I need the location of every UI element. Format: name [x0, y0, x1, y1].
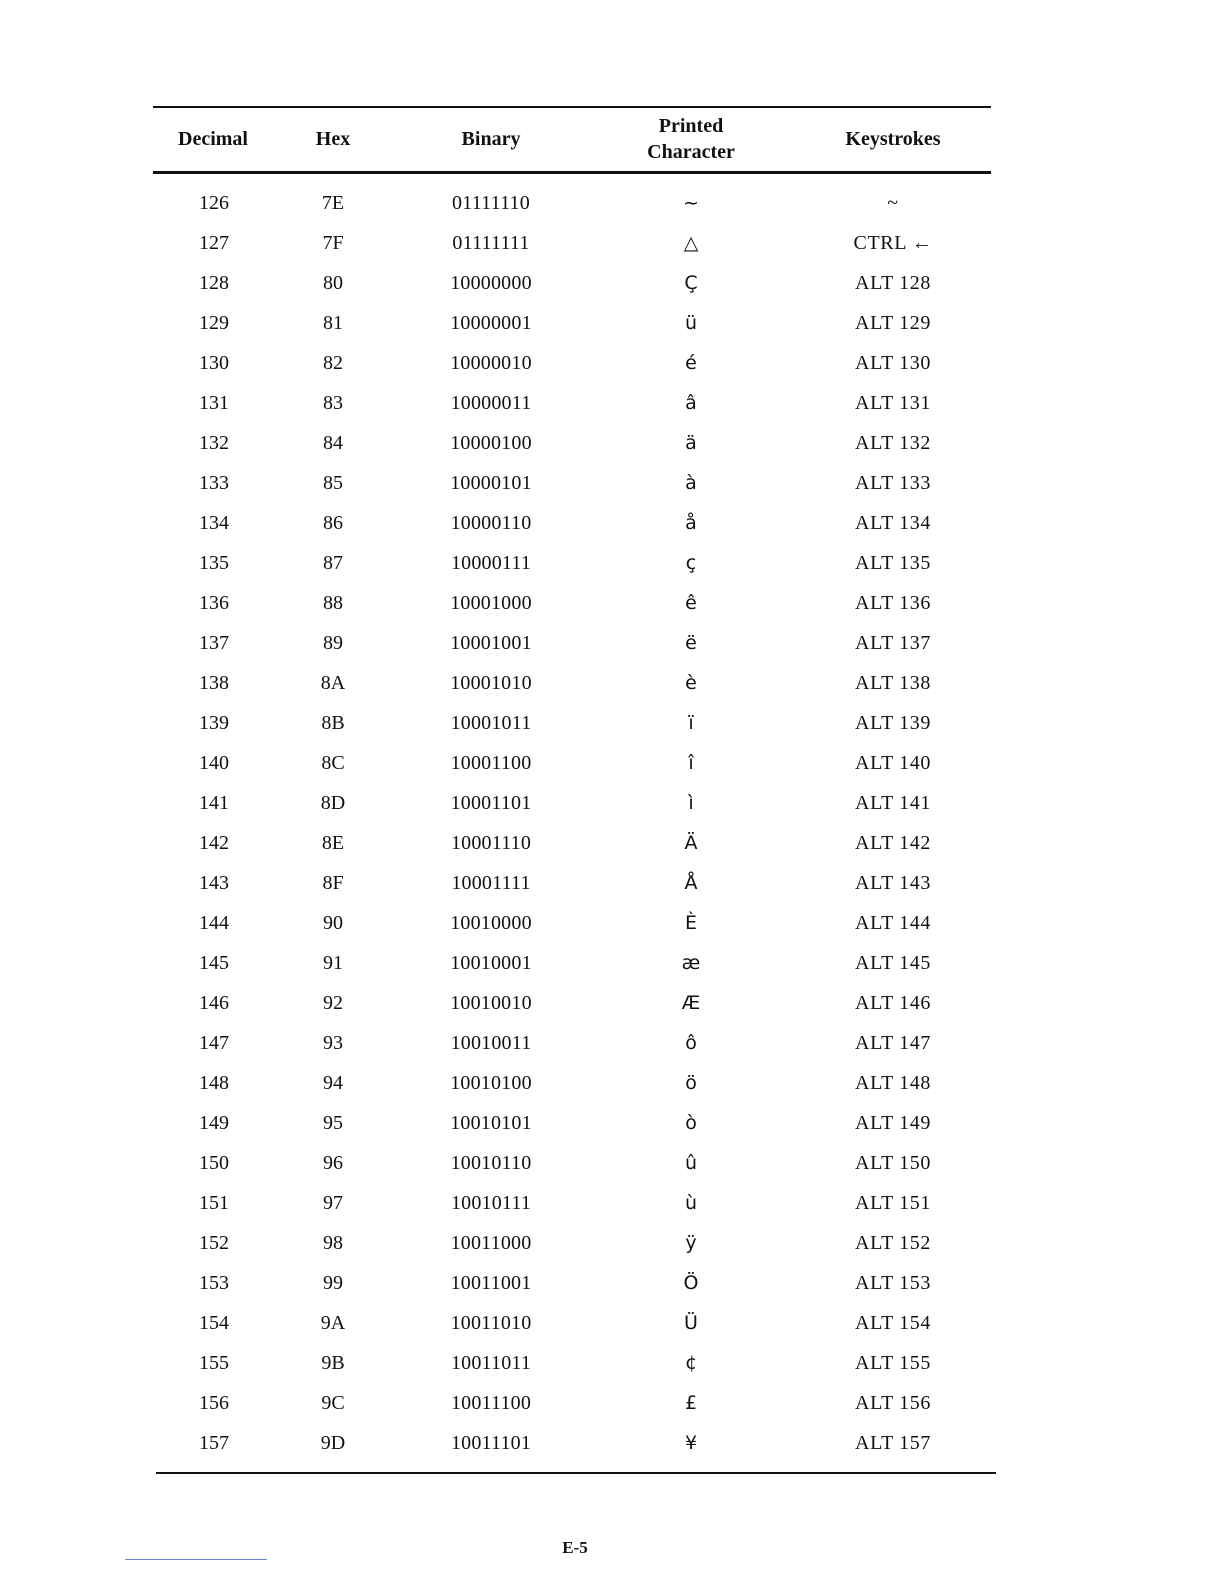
hex-cell: 8E — [321, 832, 345, 854]
printed-character-cell: ì — [688, 792, 694, 814]
printed-character-cell: ¥ — [684, 1432, 698, 1454]
binary-cell: 10010010 — [450, 992, 532, 1014]
table-bottom-rule — [156, 1472, 996, 1474]
printed-character-cell: ÿ — [685, 1232, 697, 1254]
printed-character-cell: ô — [685, 1032, 697, 1054]
binary-cell: 10001011 — [450, 712, 532, 734]
binary-cell: 10010101 — [450, 1112, 532, 1134]
decimal-cell: 144 — [199, 912, 229, 934]
decimal-cell: 149 — [199, 1112, 229, 1134]
hex-cell: 97 — [323, 1192, 343, 1214]
printed-character-cell: ¢ — [684, 1352, 698, 1374]
binary-cell: 10011011 — [450, 1352, 532, 1374]
binary-cell: 10010100 — [450, 1072, 532, 1094]
keystrokes-cell: ALT 130 — [855, 352, 931, 374]
keystrokes-cell: ALT 136 — [855, 592, 931, 614]
hex-cell: 81 — [323, 312, 343, 334]
keystrokes-cell: ALT 155 — [855, 1352, 931, 1374]
keystrokes-cell: ALT 146 — [855, 992, 931, 1014]
binary-cell: 10000001 — [450, 312, 532, 334]
hex-cell: 8F — [322, 872, 344, 894]
hex-cell: 9B — [321, 1352, 345, 1374]
decimal-cell: 142 — [199, 832, 229, 854]
keystrokes-cell: ALT 140 — [855, 752, 931, 774]
binary-cell: 10000111 — [450, 552, 532, 574]
decimal-cell: 152 — [199, 1232, 229, 1254]
table-row — [153, 1386, 991, 1426]
hex-cell: 7F — [322, 232, 344, 254]
hex-cell: 92 — [323, 992, 343, 1014]
table-row — [153, 1346, 991, 1386]
table-row — [153, 186, 991, 226]
hex-cell: 98 — [323, 1232, 343, 1254]
binary-cell: 10000000 — [450, 272, 532, 294]
printed-character-cell: ü — [684, 312, 698, 334]
hex-cell: 9D — [320, 1432, 346, 1454]
hex-cell: 84 — [323, 432, 343, 454]
table-row — [153, 906, 991, 946]
table-row — [153, 546, 991, 586]
hex-cell: 93 — [323, 1032, 343, 1054]
printed-character-cell: Ü — [684, 1312, 698, 1334]
decimal-cell: 145 — [199, 952, 229, 974]
binary-cell: 10001000 — [450, 592, 532, 614]
table-row — [153, 746, 991, 786]
decimal-cell: 146 — [199, 992, 229, 1014]
decimal-cell: 131 — [199, 392, 229, 414]
decimal-cell: 137 — [199, 632, 229, 654]
table-row — [153, 626, 991, 666]
decimal-cell: 136 — [199, 592, 229, 614]
printed-character-cell: △ — [683, 232, 699, 254]
keystrokes-cell: ALT 148 — [855, 1072, 931, 1094]
keystrokes-cell: ALT 152 — [855, 1232, 931, 1254]
keystrokes-cell: ALT 131 — [855, 392, 931, 414]
printed-character-cell: ö — [685, 1072, 697, 1094]
hex-cell: 91 — [323, 952, 343, 974]
table-row — [153, 426, 991, 466]
binary-cell: 10010111 — [450, 1192, 532, 1214]
binary-cell: 10001100 — [450, 752, 532, 774]
binary-cell: 10010001 — [450, 952, 532, 974]
decimal-cell: 138 — [199, 672, 229, 694]
keystrokes-cell: ALT 129 — [855, 312, 931, 334]
decimal-cell: 140 — [199, 752, 229, 774]
binary-cell: 10000101 — [450, 472, 532, 494]
binary-cell: 10010110 — [450, 1152, 532, 1174]
table-row — [153, 386, 991, 426]
header-printed-line2: Character — [647, 141, 735, 163]
hex-cell: 89 — [323, 632, 343, 654]
decimal-cell: 150 — [199, 1152, 229, 1174]
printed-character-cell: æ — [681, 952, 701, 974]
decimal-cell: 127 — [199, 232, 229, 254]
decimal-cell: 155 — [199, 1352, 229, 1374]
decimal-cell: 148 — [199, 1072, 229, 1094]
keystrokes-cell: ALT 144 — [855, 912, 931, 934]
hex-cell: 8C — [321, 752, 345, 774]
table-row — [153, 1266, 991, 1306]
table-row — [153, 586, 991, 626]
table-row — [153, 826, 991, 866]
hex-cell: 86 — [323, 512, 343, 534]
table-row — [153, 986, 991, 1026]
binary-cell: 10011001 — [450, 1272, 532, 1294]
decimal-cell: 141 — [199, 792, 229, 814]
decimal-cell: 147 — [199, 1032, 229, 1054]
table-row — [153, 266, 991, 306]
printed-character-cell: â — [685, 392, 697, 414]
printed-character-cell: Æ — [681, 992, 701, 1014]
decimal-cell: 139 — [199, 712, 229, 734]
keystrokes-cell: ALT 157 — [855, 1432, 931, 1454]
page-number: E-5 — [562, 1538, 588, 1557]
keystrokes-cell: ALT 142 — [855, 832, 931, 854]
keystrokes-cell: ALT 141 — [855, 792, 931, 814]
binary-cell: 10001110 — [450, 832, 532, 854]
keystrokes-cell: ALT 138 — [855, 672, 931, 694]
binary-cell: 10001111 — [451, 872, 531, 894]
hex-cell: 88 — [323, 592, 343, 614]
keystrokes-cell: ALT 143 — [855, 872, 931, 894]
hex-cell: 94 — [323, 1072, 343, 1094]
binary-cell: 01111111 — [452, 232, 530, 254]
hex-cell: 8A — [320, 672, 346, 694]
header-decimal: Decimal — [178, 128, 248, 150]
table-row — [153, 1186, 991, 1226]
printed-character-cell: ä — [685, 432, 697, 454]
keystrokes-cell: ALT 150 — [855, 1152, 931, 1174]
keystrokes-cell: ALT 132 — [855, 432, 931, 454]
table-body — [153, 186, 991, 1466]
header-printed-character — [613, 106, 769, 172]
keystrokes-cell: ALT 133 — [855, 472, 931, 494]
table-row — [153, 866, 991, 906]
hex-cell: 82 — [323, 352, 343, 374]
hex-cell: 80 — [323, 272, 343, 294]
header-hex: Hex — [315, 128, 351, 150]
hex-cell: 95 — [323, 1112, 343, 1134]
binary-cell: 10000011 — [450, 392, 532, 414]
decimal-cell: 157 — [199, 1432, 229, 1454]
decimal-cell: 151 — [199, 1192, 229, 1214]
table-row — [153, 1106, 991, 1146]
decimal-cell: 132 — [199, 432, 229, 454]
hex-cell: 90 — [323, 912, 343, 934]
table-row — [153, 346, 991, 386]
binary-cell: 10000110 — [450, 512, 532, 534]
hex-cell: 99 — [323, 1272, 343, 1294]
hex-cell: 9A — [320, 1312, 346, 1334]
binary-cell: 10010000 — [450, 912, 532, 934]
binary-cell: 10000010 — [450, 352, 532, 374]
printed-character-cell: å — [685, 512, 697, 534]
table-row — [153, 506, 991, 546]
table-row — [153, 946, 991, 986]
table-row — [153, 466, 991, 506]
keystrokes-cell: ALT 134 — [855, 512, 931, 534]
printed-character-cell: à — [685, 472, 697, 494]
printed-character-cell: ~ — [683, 192, 699, 214]
binary-cell: 10011000 — [450, 1232, 532, 1254]
decimal-cell: 154 — [199, 1312, 229, 1334]
hex-cell: 96 — [323, 1152, 343, 1174]
decimal-cell: 134 — [199, 512, 229, 534]
table-row — [153, 786, 991, 826]
decimal-cell: 126 — [199, 192, 229, 214]
keystrokes-cell: ALT 135 — [855, 552, 931, 574]
printed-character-cell: ï — [688, 712, 694, 734]
table-row — [153, 1146, 991, 1186]
decimal-cell: 130 — [199, 352, 229, 374]
printed-character-cell: û — [684, 1152, 698, 1174]
binary-cell: 10011010 — [450, 1312, 532, 1334]
printed-character-cell: é — [685, 352, 697, 374]
printed-character-cell: ê — [685, 592, 697, 614]
keystrokes-cell: ALT 137 — [855, 632, 931, 654]
binary-cell: 10000100 — [450, 432, 532, 454]
decimal-cell: 135 — [199, 552, 229, 574]
table-row — [153, 1426, 991, 1466]
table-row — [153, 1226, 991, 1266]
printed-character-cell: Å — [684, 872, 698, 894]
hex-cell: 83 — [323, 392, 343, 414]
table-row — [153, 226, 991, 266]
binary-cell: 10001001 — [450, 632, 532, 654]
footer-link-line — [125, 1559, 267, 1560]
table-header — [153, 106, 991, 172]
header-printed-line1: Printed — [658, 115, 724, 137]
binary-cell: 10001101 — [450, 792, 532, 814]
printed-character-cell: ù — [684, 1192, 698, 1214]
header-keystrokes: Keystrokes — [845, 128, 941, 150]
decimal-cell: 153 — [199, 1272, 229, 1294]
hex-cell: 85 — [323, 472, 343, 494]
binary-cell: 01111110 — [452, 192, 530, 214]
table-row — [153, 1066, 991, 1106]
header-binary: Binary — [461, 128, 521, 150]
table-row — [153, 1306, 991, 1346]
binary-cell: 10011100 — [450, 1392, 532, 1414]
keystrokes-cell: ALT 153 — [855, 1272, 931, 1294]
keystrokes-cell: ALT 128 — [855, 272, 931, 294]
table-header-rule — [153, 171, 991, 174]
binary-cell: 10011101 — [450, 1432, 532, 1454]
keystrokes-cell: ALT 149 — [855, 1112, 931, 1134]
table-row — [153, 706, 991, 746]
printed-character-cell: ò — [685, 1112, 697, 1134]
decimal-cell: 156 — [199, 1392, 229, 1414]
printed-character-cell: Ç — [684, 272, 698, 294]
keystrokes-cell: ALT 154 — [855, 1312, 931, 1334]
table-row — [153, 1026, 991, 1066]
printed-character-cell: î — [688, 752, 694, 774]
printed-character-cell: £ — [684, 1392, 698, 1414]
keystrokes-cell: CTRL ← — [853, 232, 933, 254]
binary-cell: 10010011 — [450, 1032, 532, 1054]
binary-cell: 10001010 — [450, 672, 532, 694]
decimal-cell: 129 — [199, 312, 229, 334]
printed-character-cell: È — [684, 912, 697, 934]
keystrokes-cell: ALT 156 — [855, 1392, 931, 1414]
printed-character-cell: Ä — [684, 832, 698, 854]
hex-cell: 8D — [320, 792, 346, 814]
keystrokes-cell: ALT 139 — [855, 712, 931, 734]
printed-character-cell: ç — [685, 552, 697, 574]
printed-character-cell: Ö — [683, 1272, 699, 1294]
hex-cell: 8B — [321, 712, 345, 734]
keystrokes-cell: ALT 151 — [855, 1192, 931, 1214]
printed-character-cell: è — [685, 672, 697, 694]
hex-cell: 87 — [323, 552, 343, 574]
table-row — [153, 306, 991, 346]
table-row — [153, 666, 991, 706]
decimal-cell: 143 — [199, 872, 229, 894]
keystrokes-cell: ~ — [887, 192, 899, 214]
keystrokes-cell: ALT 145 — [855, 952, 931, 974]
printed-character-cell: ë — [685, 632, 697, 654]
decimal-cell: 133 — [199, 472, 229, 494]
hex-cell: 9C — [321, 1392, 345, 1414]
keystrokes-cell: ALT 147 — [855, 1032, 931, 1054]
hex-cell: 7E — [321, 192, 345, 214]
decimal-cell: 128 — [199, 272, 229, 294]
